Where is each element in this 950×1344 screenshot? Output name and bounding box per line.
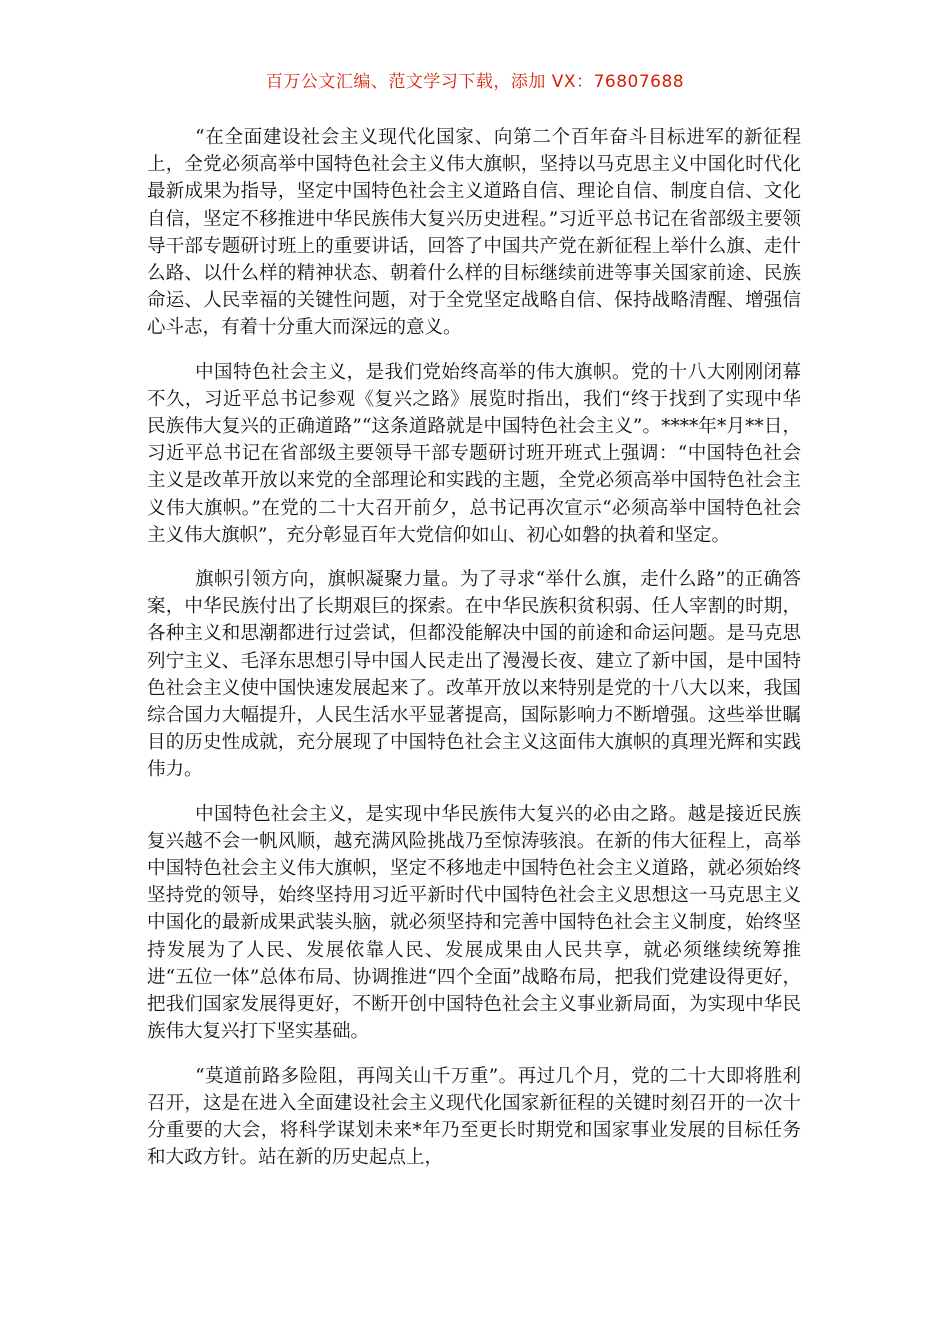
paragraph-3: 旗帜引领方向，旗帜凝聚力量。为了寻求“举什么旗，走什么路”的正确答案，中华民族付出了长期艰巨的探索。在中华民族积贫积弱、任人宰割的时期，各种主义和思潮都进行过尝试，但都没能解决中国的前途和命运问题。是马克思列宁主义、毛泽东思想引导中国人民走出了漫漫长夜、建立了新中国，是中国特色社会主义使中国快速发展起来了。改革开放以来特别是党的十八大以来，我国综合国力大幅提升，人民生活水平显著提高，国际影响力不断增强。这些举世瞩目的历史性成就，充分展现了中国特色社会主义这面伟大旗帜的真理光辉和实践伟力。 [147,569,801,781]
paragraph-1: “在全面建设社会主义现代化国家、向第二个百年奋斗目标进军的新征程上，全党必须高举中国特色社会主义伟大旗帜，坚持以马克思主义中国化时代化最新成果为指导，坚定中国特色社会主义道路自信、理论自信、制度自信、文化自信，坚定不移推进中华民族伟大复兴历史进程。”习近平总书记在省部级主要领导干部专题研讨班上的重要讲话，回答了中国共产党在新征程上举什么旗、走什么路、以什么样的精神状态、朝着什么样的目标继续前进等事关国家前途、民族命运、人民幸福的关键性问题，对于全党坚定战略自信、保持战略清醒、增强信心斗志，有着十分重大而深远的意义。 [147,127,801,339]
paragraph-4: 中国特色社会主义，是实现中华民族伟大复兴的必由之路。越是接近民族复兴越不会一帆风顺，越充满风险挑战乃至惊涛骇浪。在新的伟大征程上，高举中国特色社会主义伟大旗帜，坚定不移地走中国特色社会主义道路，就必须始终坚持党的领导，始终坚持用习近平新时代中国特色社会主义思想这一马克思主义中国化的最新成果武装头脑，就必须坚持和完善中国特色社会主义制度，始终坚持发展为了人民、发展依靠人民、发展成果由人民共享，就必须继续统筹推进“五位一体”总体布局、协调推进“四个全面”战略布局，把我们党建设得更好，把我们国家发展得更好，不断开创中国特色社会主义事业新局面，为实现中华民族伟大复兴打下坚实基础。 [147,803,801,1043]
article-body [147,124,801,1188]
paragraph-5: “莫道前路多险阻，再闯关山千万重”。再过几个月，党的二十大即将胜利召开，这是在进入全面建设社会主义现代化国家新征程的关键时刻召开的一次十分重要的大会，将科学谋划未来*年乃至更长时期党和国家事业发展的目标任务和大政方针。站在新的历史起点上， [147,1065,801,1169]
paragraph-2: 中国特色社会主义，是我们党始终高举的伟大旗帜。党的十八大刚刚闭幕不久，习近平总书记参观《复兴之路》展览时指出，我们“终于找到了实现中华民族伟大复兴的正确道路”“这条道路就是中国特色社会主义”。****年*月**日，习近平总书记在省部级主要领导干部专题研讨班开班式上强调：“中国特色社会主义是改革开放以来党的全部理论和实践的主题，全党必须高举中国特色社会主义伟大旗帜。”在党的二十大召开前夕，总书记再次宣示“必须高举中国特色社会主义伟大旗帜”，充分彰显百年大党信仰如山、初心如磐的执着和坚定。 [147,361,801,546]
watermark-header: 百万公文汇编、范文学习下载，添加 VX：76807688 [265,72,685,92]
